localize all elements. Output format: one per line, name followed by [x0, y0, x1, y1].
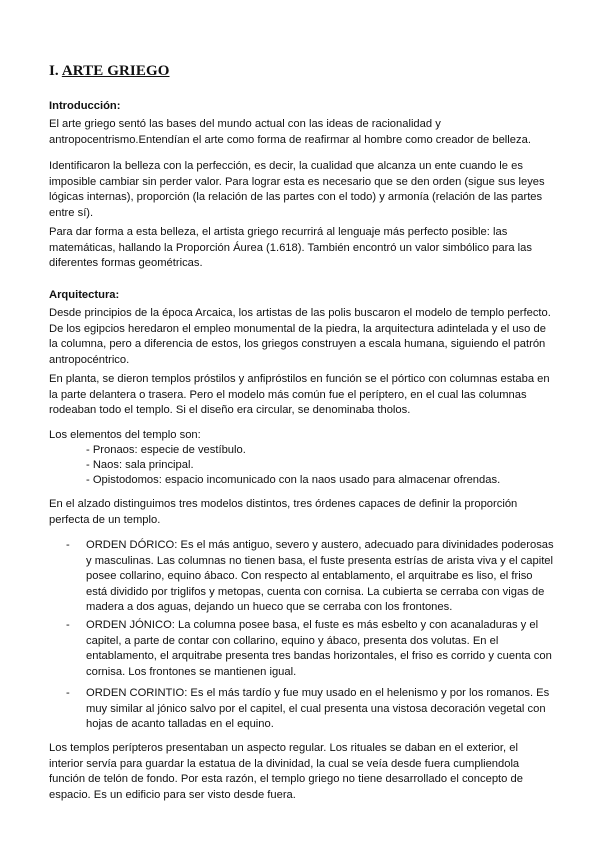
elemento-pronaos: - Pronaos: especie de vestíbulo. — [86, 444, 246, 456]
page-title — [49, 63, 170, 80]
intro-paragraph-2: Identificaron la belleza con la perfección, es decir, la cualidad que alcanza un ente cuando le es imposible cambiar sin perder valor. Para lograr esta es necesario que se den orden (sigue sus leyes lógicas internas), proporción (la relación de las partes con el todo) y armonía (relación de las partes entre sí). — [49, 160, 545, 219]
title-text: ARTE GRIEGO — [61, 63, 170, 79]
cierre-paragraph: Los templos perípteros presentaban un aspecto regular. Los rituales se daban en el exterior, el interior servía para guardar la estatua de la divinidad, la cual se veía desde fuera cumpliendola función de telón de fondo. Por esta razón, el templo griego no tiene desarrollado el concepto de espacio. Es un edificio para ser visto desde fuera. — [49, 742, 523, 801]
arq-paragraph-2: En planta, se dieron templos próstilos y anfipróstilos en función se el pórtico con columnas estaba en la parte delantera o trasera. Pero el modelo más común fue el períptero, en el cual las columnas rodeaban todo el templo. Si el diseño era circular, se denominaba tholos. — [49, 373, 550, 416]
intro-paragraph-1: El arte griego sentó las bases del mundo actual con las ideas de racionalidad y antropocentrismo.Entendían el arte como forma de reafirmar al hombre como creador de belleza. — [49, 118, 531, 146]
bullet-dash-dorico: - — [66, 539, 70, 551]
orden-jonico: ORDEN JÓNICO: La columna posee basa, el fuste es más esbelto y con acanaladuras y el capitel, a parte de contar con collarino, equino y ábaco, presenta dos volutas. En el entablamento, el arquitrabe presenta tres bandas horizontales, el friso es corrido y cuenta con cornisa. Los frontones se mantienen igual. — [86, 619, 552, 678]
bullet-dash-corintio: - — [66, 687, 70, 699]
arq-paragraph-1: Desde principios de la época Arcaica, los artistas de las polis buscaron el modelo de templo perfecto. De los egipcios heredaron el empleo monumental de la piedra, la arquitectura adintelada y el uso de la columna, pero a diferencia de estos, los griegos construyen a escala humana, siguiendo el patrón antropocéntrico. — [49, 307, 551, 366]
orden-corintio: ORDEN CORINTIO: Es el más tardío y fue muy usado en el helenismo y por los romanos. Es muy similar al jónico salvo por el capitel, el cual presenta una vistosa decoración vegetal con hojas de acanto talladas en el equino. — [86, 687, 550, 730]
heading-arquitectura: Arquitectura: — [49, 289, 120, 301]
elemento-naos: - Naos: sala principal. — [86, 459, 194, 471]
bullet-dash-jonico: - — [66, 619, 70, 631]
elementos-intro: Los elementos del templo son: — [49, 429, 201, 441]
title-number: I. — [49, 63, 59, 79]
elemento-opistodomos: - Opistodomos: espacio incomunicado con la naos usado para almacenar ofrendas. — [86, 474, 501, 486]
intro-paragraph-3: Para dar forma a esta belleza, el artista griego recurrirá al lenguaje más perfecto posible: las matemáticas, hallando la Proporción Áurea (1.618). También encontró un valor simbólico para las diferentes formas geométricas. — [49, 226, 532, 269]
orden-dorico: ORDEN DÓRICO: Es el más antiguo, severo y austero, adecuado para divinidades poderosas y masculinas. Las columnas no tienen basa, el fuste presenta estrías de arista viva y el capitel posee collarino, equino ábaco. Con respecto al entablamento, el arquitrabe es liso, el friso está dividido por triglifos y metopas, cuenta con cornisa. La cubierta se cerraba con vigas de madera a dos aguas, dejando un hueco que se cerraba con los frontones. — [86, 539, 554, 613]
heading-introduccion: Introducción: — [49, 100, 121, 112]
alzado-intro: En el alzado distinguimos tres modelos distintos, tres órdenes capaces de definir la proporción perfecta de un templo. — [49, 498, 518, 526]
